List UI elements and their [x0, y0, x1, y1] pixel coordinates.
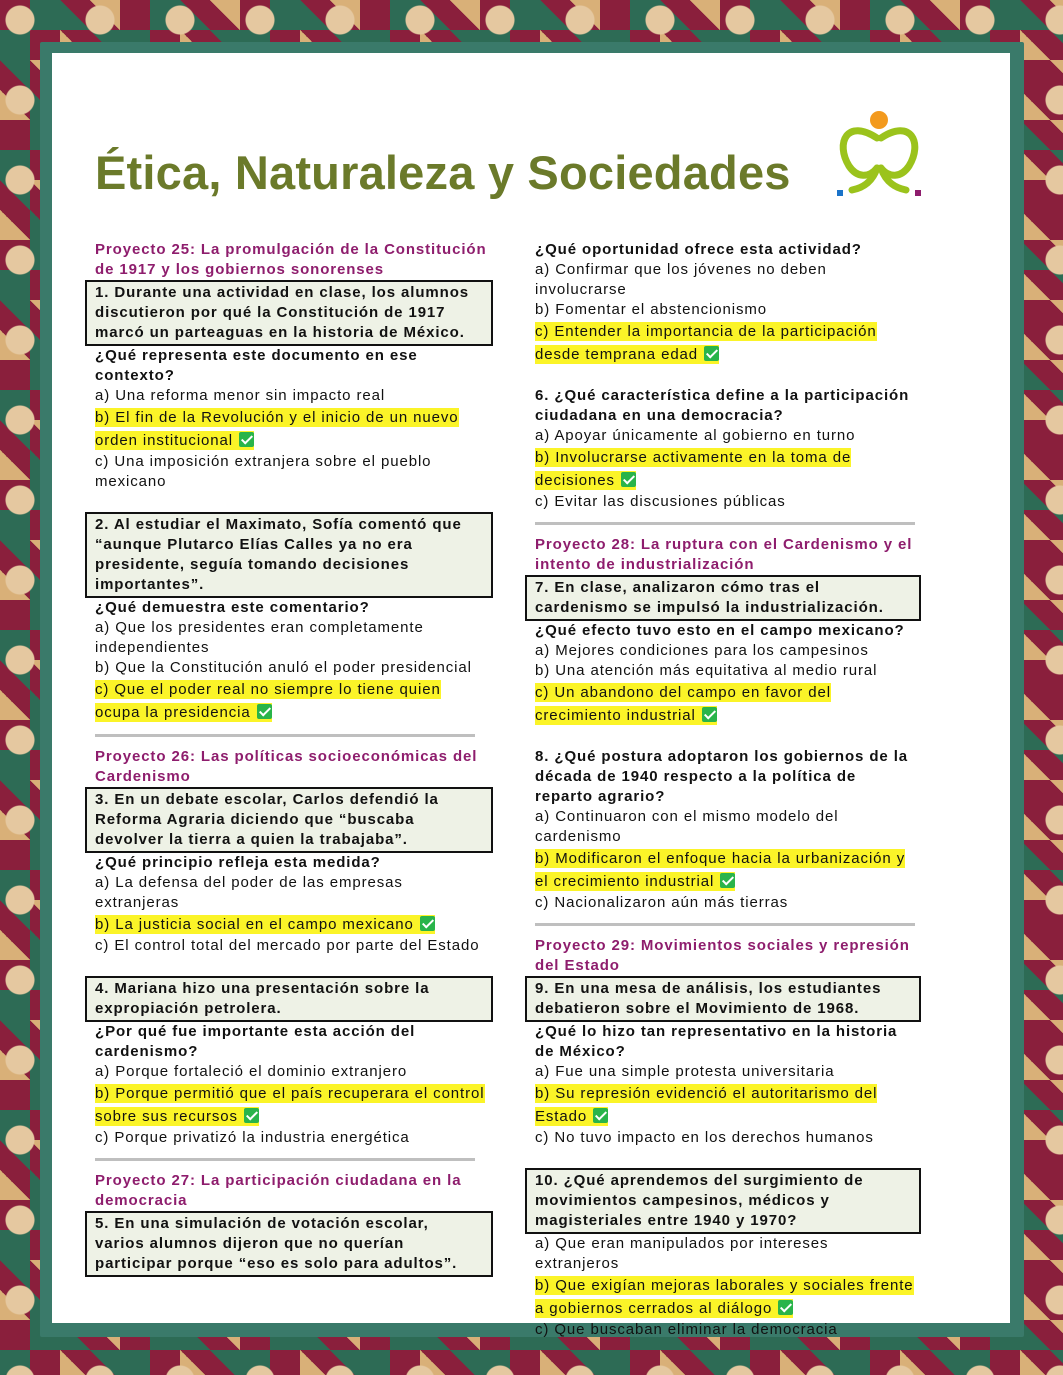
question-box: 9. En una mesa de análisis, los estudiantes debatieron sobre el Movimiento de 1968.	[525, 976, 921, 1022]
answer-option-correct	[535, 446, 915, 492]
answer-option-correct	[95, 678, 487, 724]
section-divider	[95, 734, 475, 737]
page-title: Ética, Naturaleza y Sociedades	[95, 146, 791, 199]
answer-option: a) Que los presidentes eran completamente independientes	[95, 619, 424, 656]
check-icon	[704, 346, 719, 361]
answer-option: a) Porque fortaleció el dominio extranjero	[95, 1063, 408, 1080]
project-heading: Proyecto 28: La ruptura con el Cardenismo y el intento de industrialización	[535, 536, 913, 573]
question-prompt: ¿Por qué fue importante esta acción del cardenismo?	[95, 1023, 416, 1060]
question-prompt: ¿Qué efecto tuvo esto en el campo mexicano?	[535, 622, 905, 639]
answer-option-correct	[535, 681, 915, 727]
answer-text: c) Un abandono del campo en favor del crecimiento industrial	[535, 684, 831, 724]
answer-option: a) Continuaron con el mismo modelo del cardenismo	[535, 808, 839, 845]
question-box: 5. En una simulación de votación escolar, varios alumnos dijeron que no querían participar porque “eso es solo para adultos”.	[85, 1211, 493, 1277]
answer-text: b) El fin de la Revolución y el inicio de un nuevo orden institucional	[95, 409, 459, 449]
answer-option: c) Evitar las discusiones públicas	[535, 493, 786, 510]
check-icon	[702, 707, 717, 722]
answer-text: c) Entender la importancia de la participación desde temprana edad	[535, 323, 877, 363]
answer-text: b) Modificaron el enfoque hacia la urbanización y el crecimiento industrial	[535, 850, 906, 890]
question-box: 1. Durante una actividad en clase, los alumnos discutieron por qué la Constitución de 1917 marcó un parteaguas en la historia de México.	[85, 280, 493, 346]
project-heading: Proyecto 25: La promulgación de la Constitución de 1917 y los gobiernos sonorenses	[95, 241, 487, 278]
answer-option: a) Apoyar únicamente al gobierno en turno	[535, 427, 856, 444]
check-icon	[244, 1108, 259, 1123]
answer-option: a) Mejores condiciones para los campesinos	[535, 642, 869, 659]
answer-option-correct	[535, 1274, 915, 1320]
answer-option-correct	[95, 1082, 487, 1128]
question-box: 4. Mariana hizo una presentación sobre la expropiación petrolera.	[85, 976, 493, 1022]
answer-option-correct	[95, 406, 487, 452]
check-icon	[778, 1300, 793, 1315]
answer-option: a) La defensa del poder de las empresas extranjeras	[95, 874, 403, 911]
answer-text: b) Su represión evidenció el autoritarismo del Estado	[535, 1085, 878, 1125]
left-column	[95, 240, 487, 1277]
right-column	[535, 240, 915, 1340]
project-heading: Proyecto 29: Movimientos sociales y represión del Estado	[535, 937, 910, 974]
answer-option: c) No tuvo impacto en los derechos humanos	[535, 1129, 874, 1146]
question-prompt: ¿Qué representa este documento en ese contexto?	[95, 347, 418, 384]
answer-text: b) Porque permitió que el país recuperara el control sobre sus recursos	[95, 1085, 485, 1125]
answer-option: b) Fomentar el abstencionismo	[535, 301, 768, 318]
answer-text: c) Que el poder real no siempre lo tiene quien ocupa la presidencia	[95, 681, 441, 721]
answer-text: b) Que exigían mejoras laborales y sociales frente a gobiernos cerrados al diálogo	[535, 1277, 914, 1317]
question-prompt: 6. ¿Qué característica define a la participación ciudadana en una democracia?	[535, 387, 910, 424]
question-prompt: ¿Qué principio refleja esta medida?	[95, 854, 381, 871]
section-divider	[535, 522, 915, 525]
answer-option: b) Que la Constitución anuló el poder presidencial	[95, 659, 472, 676]
check-icon	[621, 472, 636, 487]
question-box: 10. ¿Qué aprendemos del surgimiento de movimientos campesinos, médicos y magisteriales entre 1940 y 1970?	[525, 1168, 921, 1234]
answer-option: c) Nacionalizaron aún más tierras	[535, 894, 789, 911]
question-box: 7. En clase, analizaron cómo tras el cardenismo se impulsó la industrialización.	[525, 575, 921, 621]
answer-option: a) Una reforma menor sin impacto real	[95, 387, 386, 404]
project-heading: Proyecto 27: La participación ciudadana en la democracia	[95, 1172, 462, 1209]
question-box: 2. Al estudiar el Maximato, Sofía comentó que “aunque Plutarco Elías Calles ya no era presidente, seguía tomando decisiones importantes”.	[85, 512, 493, 598]
answer-option: c) Porque privatizó la industria energética	[95, 1129, 410, 1146]
answer-option: b) Una atención más equitativa al medio rural	[535, 662, 878, 679]
check-icon	[257, 704, 272, 719]
section-divider	[535, 923, 915, 926]
project-heading: Proyecto 26: Las políticas socioeconómicas del Cardenismo	[95, 748, 478, 785]
question-prompt: 8. ¿Qué postura adoptaron los gobiernos de la década de 1940 respecto a la política de reparto agrario?	[535, 748, 909, 805]
answer-option-correct	[535, 847, 915, 893]
check-icon	[593, 1108, 608, 1123]
answer-text: b) La justicia social en el campo mexicano	[95, 916, 414, 933]
check-icon	[720, 873, 735, 888]
answer-option-correct	[535, 320, 915, 366]
check-icon	[239, 432, 254, 447]
section-divider	[95, 1158, 475, 1161]
answer-option-correct	[535, 1082, 915, 1128]
leaf-logo-icon	[827, 108, 932, 208]
answer-option-correct	[95, 913, 487, 936]
question-prompt: ¿Qué demuestra este comentario?	[95, 599, 370, 616]
answer-option: c) Una imposición extranjera sobre el pueblo mexicano	[95, 453, 432, 490]
check-icon	[420, 916, 435, 931]
answer-option: a) Que eran manipulados por intereses extranjeros	[535, 1235, 829, 1272]
question-box: 3. En un debate escolar, Carlos defendió la Reforma Agraria diciendo que “buscaba devolver la tierra a quien la trabajaba”.	[85, 787, 493, 853]
answer-text: b) Involucrarse activamente en la toma de decisiones	[535, 449, 852, 489]
answer-option: c) Que buscaban eliminar la democracia	[535, 1321, 838, 1338]
answer-option: a) Fue una simple protesta universitaria	[535, 1063, 835, 1080]
answer-option: a) Confirmar que los jóvenes no deben involucrarse	[535, 261, 827, 298]
answer-option: c) El control total del mercado por parte del Estado	[95, 937, 480, 954]
worksheet-page	[52, 53, 1010, 1338]
question-prompt: ¿Qué oportunidad ofrece esta actividad?	[535, 241, 862, 258]
question-prompt: ¿Qué lo hizo tan representativo en la historia de México?	[535, 1023, 898, 1060]
